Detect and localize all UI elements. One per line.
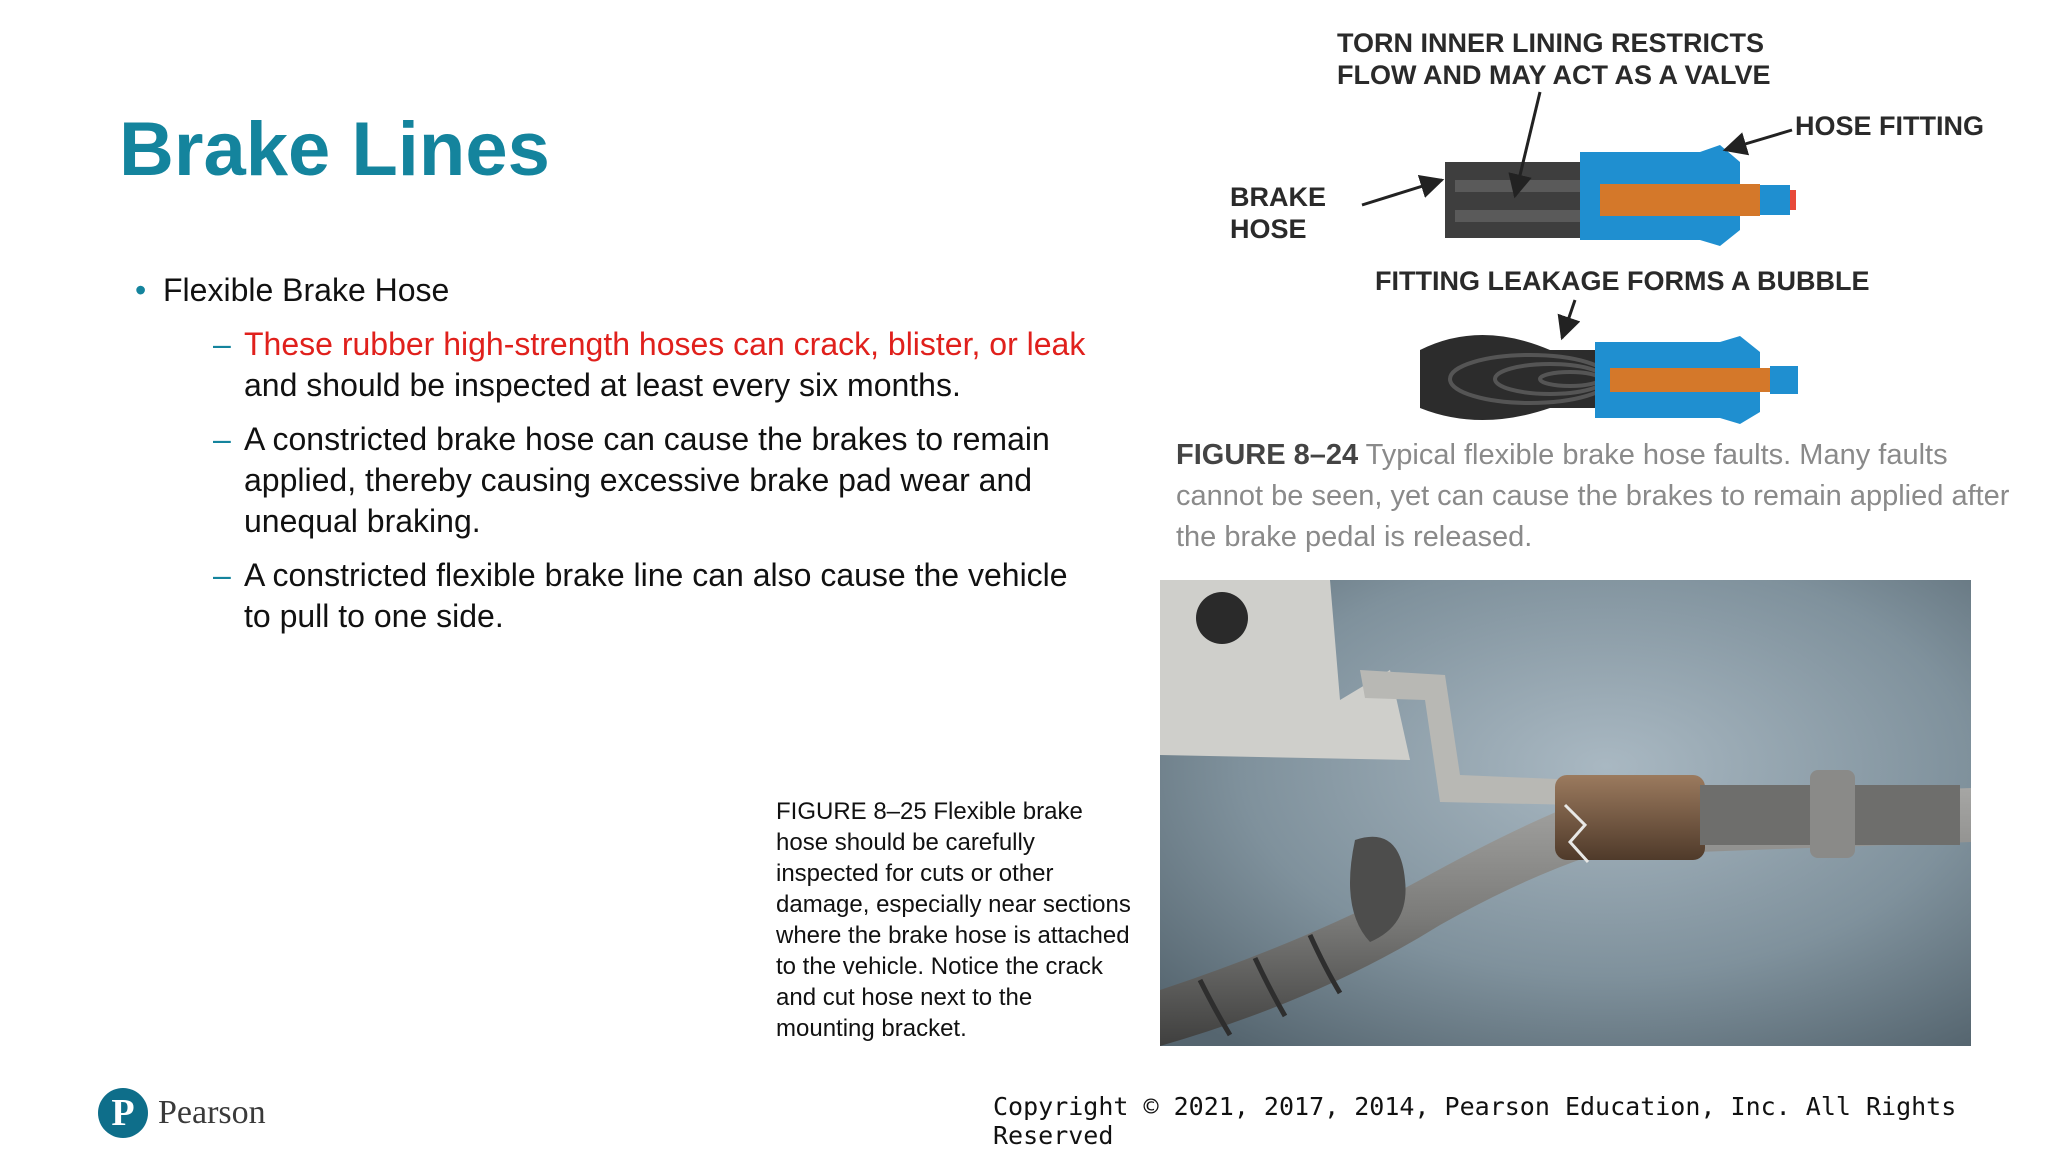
slide-title: Brake Lines: [119, 107, 550, 192]
pearson-logo: [98, 1088, 266, 1138]
label-torn-line2: FLOW AND MAY ACT AS A VALVE: [1337, 60, 1771, 90]
label-leakage: FITTING LEAKAGE FORMS A BUBBLE: [1375, 266, 1870, 296]
figure-8-24-text: Typical flexible brake hose faults. Many faults cannot be seen, yet can cause the brakes to remain applied after the brake pedal is released.: [1176, 439, 2010, 553]
brake-hose-photo: [1160, 580, 1971, 1046]
dash-marker: –: [213, 421, 231, 457]
figure-8-24-label: FIGURE 8–24: [1176, 439, 1359, 471]
label-brake: BRAKE: [1230, 182, 1327, 212]
sub-bullet-item: [213, 324, 1095, 406]
label-hose: HOSE: [1230, 214, 1307, 244]
copyright-notice: Copyright © 2021, 2017, 2014, Pearson Education, Inc. All Rights Reserved: [993, 1092, 1957, 1150]
highlighted-text: These rubber high-strength hoses can crack, blister, or leak: [244, 326, 1086, 362]
hose-bubble-bottom: [1420, 335, 1798, 424]
bullet-dot: •: [135, 272, 147, 308]
sub-bullet-item: [213, 419, 1095, 542]
sub-bullet-text: A constricted flexible brake line can also cause the vehicle to pull to one side.: [244, 557, 1068, 634]
figure-8-25-caption: FIGURE 8–25 Flexible brake hose should be carefully inspected for cuts or other damage, especially near sections where the brake hose is attached to the vehicle. Notice the crack and cut hose next to the mounting bracket.: [776, 798, 1131, 1042]
sub-bullet-item: [213, 555, 1095, 637]
brake-hose-diagram: [1180, 20, 2040, 430]
bullet-text: Flexible Brake Hose: [163, 272, 450, 308]
hose-fitting-top: [1445, 145, 1796, 246]
dash-marker: –: [213, 557, 231, 593]
bullet-item: [135, 270, 1095, 311]
sub-bullet-text: and should be inspected at least every six months.: [244, 367, 961, 403]
pearson-logo-mark: P: [98, 1088, 148, 1138]
pearson-logo-text: Pearson: [158, 1094, 266, 1131]
figure-8-24-caption: [1176, 435, 2036, 558]
label-torn-line1: TORN INNER LINING RESTRICTS: [1337, 28, 1765, 58]
sub-bullet-text: A constricted brake hose can cause the brakes to remain applied, thereby causing excessive brake pad wear and unequal braking.: [244, 421, 1050, 539]
dash-marker: –: [213, 326, 231, 362]
bullet-list: [135, 270, 1095, 637]
label-hose-fitting: HOSE FITTING: [1795, 111, 1984, 141]
